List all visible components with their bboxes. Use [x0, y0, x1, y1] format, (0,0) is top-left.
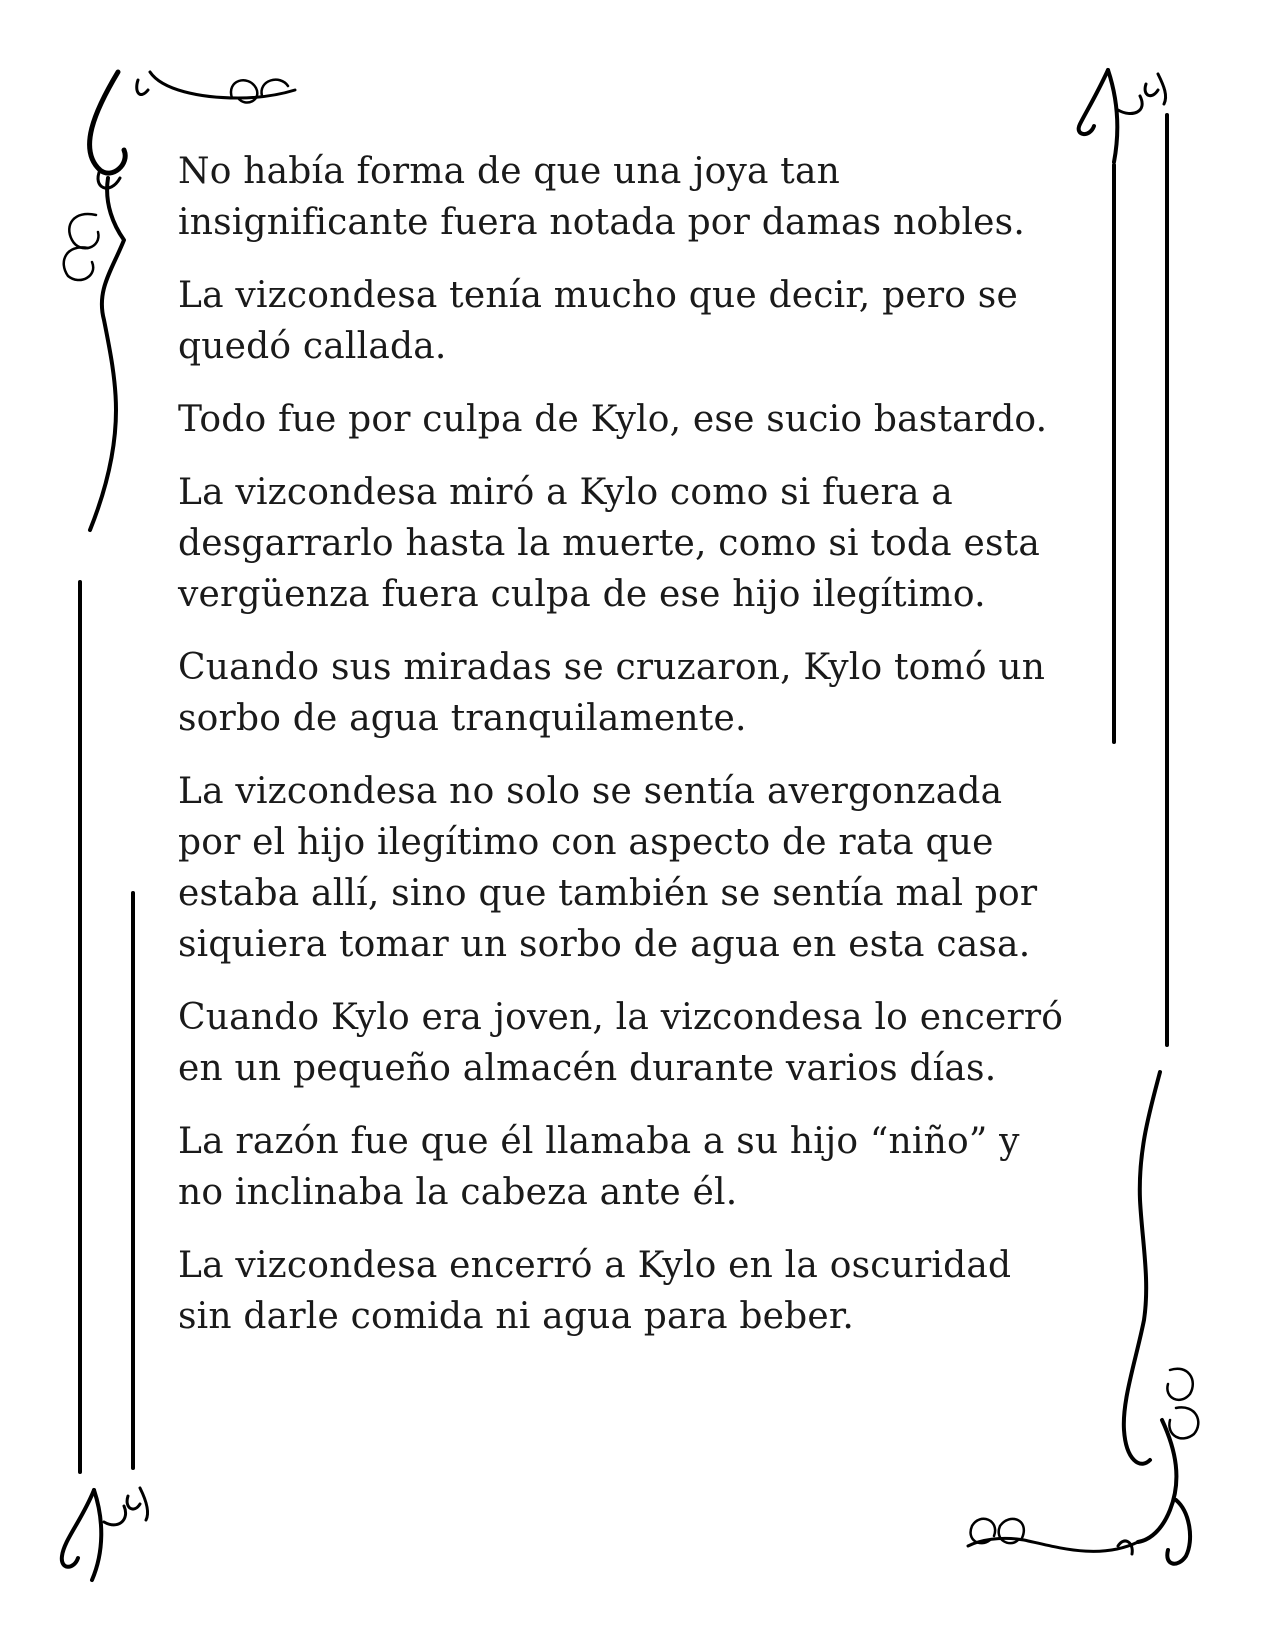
page-body — [178, 146, 1118, 1364]
paragraph: La vizcondesa no solo se sentía avergonzada por el hijo ilegítimo con aspecto de rata que estaba allí, sino que también se sentía mal por siquiera tomar un sorbo de agua en esta casa. — [178, 771, 1038, 965]
paragraph: Cuando Kylo era joven, la vizcondesa lo encerró en un pequeño almacén durante varios días. — [178, 997, 1064, 1089]
paragraph: La vizcondesa tenía mucho que decir, pero se quedó callada. — [178, 275, 1018, 367]
paragraph: La vizcondesa miró a Kylo como si fuera a desgarrarlo hasta la muerte, como si toda esta vergüenza fuera culpa de ese hijo ilegítimo. — [178, 472, 1040, 615]
paragraph: No había forma de que una joya tan insignificante fuera notada por damas nobles. — [178, 151, 1026, 243]
paragraph: La vizcondesa encerró a Kylo en la oscuridad sin darle comida ni agua para beber. — [178, 1245, 1012, 1337]
paragraph: Todo fue por culpa de Kylo, ese sucio bastardo. — [178, 399, 1048, 440]
paragraph: Cuando sus miradas se cruzaron, Kylo tomó un sorbo de agua tranquilamente. — [178, 647, 1046, 739]
paragraph: La razón fue que él llamaba a su hijo “niño” y no inclinaba la cabeza ante él. — [178, 1121, 1020, 1213]
bottom-left-flourish-icon — [62, 1488, 148, 1580]
